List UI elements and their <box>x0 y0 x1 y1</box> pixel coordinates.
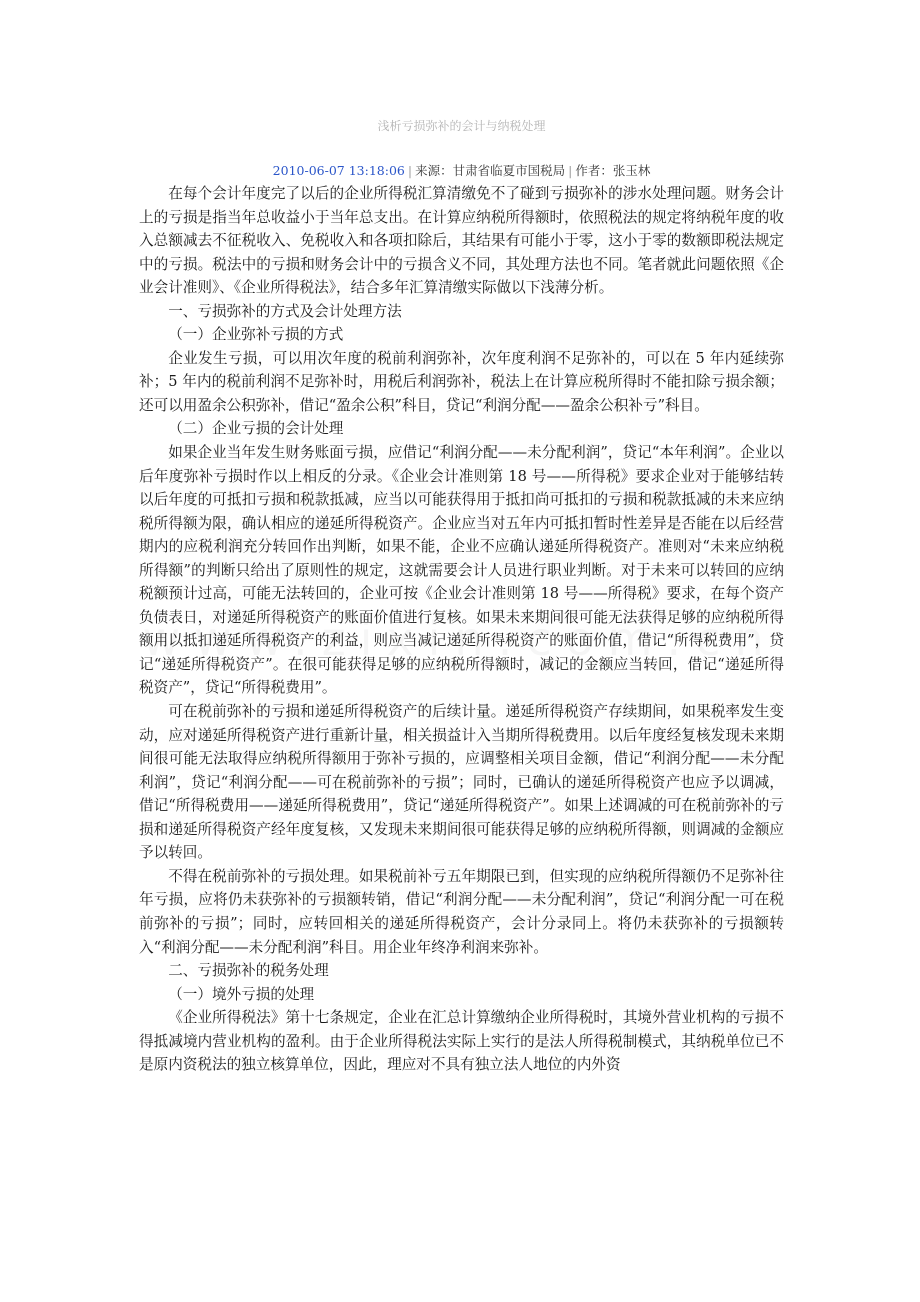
section-heading: 二、亏损弥补的税务处理 <box>168 962 329 980</box>
article-author: 作者：张玉林 <box>575 163 651 178</box>
article-meta <box>139 160 784 182</box>
subsection-heading: （二）企业亏损的会计处理 <box>168 420 344 438</box>
section-heading: 一、亏损弥补的方式及会计处理方法 <box>168 302 402 320</box>
paragraph: 企业发生亏损，可以用次年度的税前利润弥补，次年度利润不足弥补的，可以在 5 年内延续弥补；5 年内的税前利润不足弥补时，用税后利润弥补，税法上在计算应税所得时不能扣除亏损余额；还可以用盈余公积弥补，借记“盈余公积”科目，贷记“利润分配——盈余公积补亏”科目。 <box>139 349 784 414</box>
document-page <box>139 0 784 1077</box>
subsection-heading: （一）企业弥补亏损的方式 <box>168 326 344 344</box>
article-body <box>139 182 784 1077</box>
meta-separator: | <box>568 163 573 178</box>
paragraph: 不得在税前弥补的亏损处理。如果税前补亏五年期限已到，但实现的应纳税所得额仍不足弥补往年亏损，应将仍未获弥补的亏损额转销，借记“利润分配——未分配利润”，贷记“利润分配一可在税前弥补的亏损”；同时，应转回相关的递延所得税资产，会计分录同上。将仍未获弥补的亏损额转入“利润分配——未分配利润”科目。用企业年终净利润来弥补。 <box>139 867 784 956</box>
paragraph: 在每个会计年度完了以后的企业所得税汇算清缴免不了碰到亏损弥补的涉水处理问题。财务会计上的亏损是指当年总收益小于当年总支出。在计算应纳税所得额时，依照税法的规定将纳税年度的收入总额减去不征税收入、免税收入和各项扣除后，其结果有可能小于零，这小于零的数额即税法规定中的亏损。税法中的亏损和财务会计中的亏损含义不同，其处理方法也不同。笔者就此问题依照《企业会计准则》、《企业所得税法》，结合多年汇算清缴实际做以下浅薄分析。 <box>139 185 784 297</box>
subsection-heading: （一）境外亏损的处理 <box>168 985 315 1003</box>
paragraph: 可在税前弥补的亏损和递延所得税资产的后续计量。递延所得税资产存续期间，如果税率发生变动，应对递延所得税资产进行重新计量，相关损益计入当期所得税费用。以后年度经复核发现未来期间很可能无法取得应纳税所得额用于弥补亏损的，应调整相关项目金额，借记“利润分配——未分配利润”，贷记“利润分配——可在税前弥补的亏损”；同时，已确认的递延所得税资产也应予以调减，借记“所得税费用——递延所得税费用”，贷记“递延所得税资产”。如果上述调减的可在税前弥补的亏损和递延所得税资产经年度复核，又发现未来期间很可能获得足够的应纳税所得额，则调减的金额应予以转回。 <box>139 703 784 862</box>
paragraph: 如果企业当年发生财务账面亏损，应借记“利润分配——未分配利润”，贷记“本年利润”。企业以后年度弥补亏损时作以上相反的分录。《企业会计准则第 18 号——所得税》要求企业对于能够结转以后年度的可抵扣亏损和税款抵减，应当以可能获得用于抵扣尚可抵扣的亏损和税款抵减的未来应纳税所得额为限，确认相应的递延所得税资产。企业应当对五年内可抵扣暂时性差异是否能在以后经营期内的应税利润充分转回作出判断，如果不能，企业不应确认递延所得税资产。准则对“未来应纳税所得额”的判断只给出了原则性的规定，这就需要会计人员进行职业判断。对于未来可以转回的应纳税额预计过高，可能无法转回的，企业可按《企业会计准则第 18 号——所得税》要求，在每个资产负债表日，对递延所得税资产的账面价值进行复核。如果未来期间很可能无法获得足够的应纳税所得额用以抵扣递延所得税资产的利益，则应当减记递延所得税资产的账面价值，借记“所得税费用”，贷记“递延所得税资产”。在很可能获得足够的应纳税所得额时，减记的金额应当转回，借记“递延所得税资产”，贷记“所得税费用”。 <box>139 444 784 697</box>
article-source: 来源：甘肃省临夏市国税局 <box>415 163 566 178</box>
publish-date: 2010-06-07 13:18:06 <box>272 163 405 178</box>
paragraph: 《企业所得税法》第十七条规定，企业在汇总计算缴纳企业所得税时，其境外营业机构的亏损不得抵减境内营业机构的盈利。由于企业所得税法实际上实行的是法人所得税制模式，其纳税单位已不是原内资税法的独立核算单位，因此，理应对不具有独立法人地位的内外资 <box>139 1009 784 1074</box>
meta-separator: | <box>407 163 413 178</box>
article-title: 浅析亏损弥补的会计与纳税处理 <box>377 119 546 133</box>
